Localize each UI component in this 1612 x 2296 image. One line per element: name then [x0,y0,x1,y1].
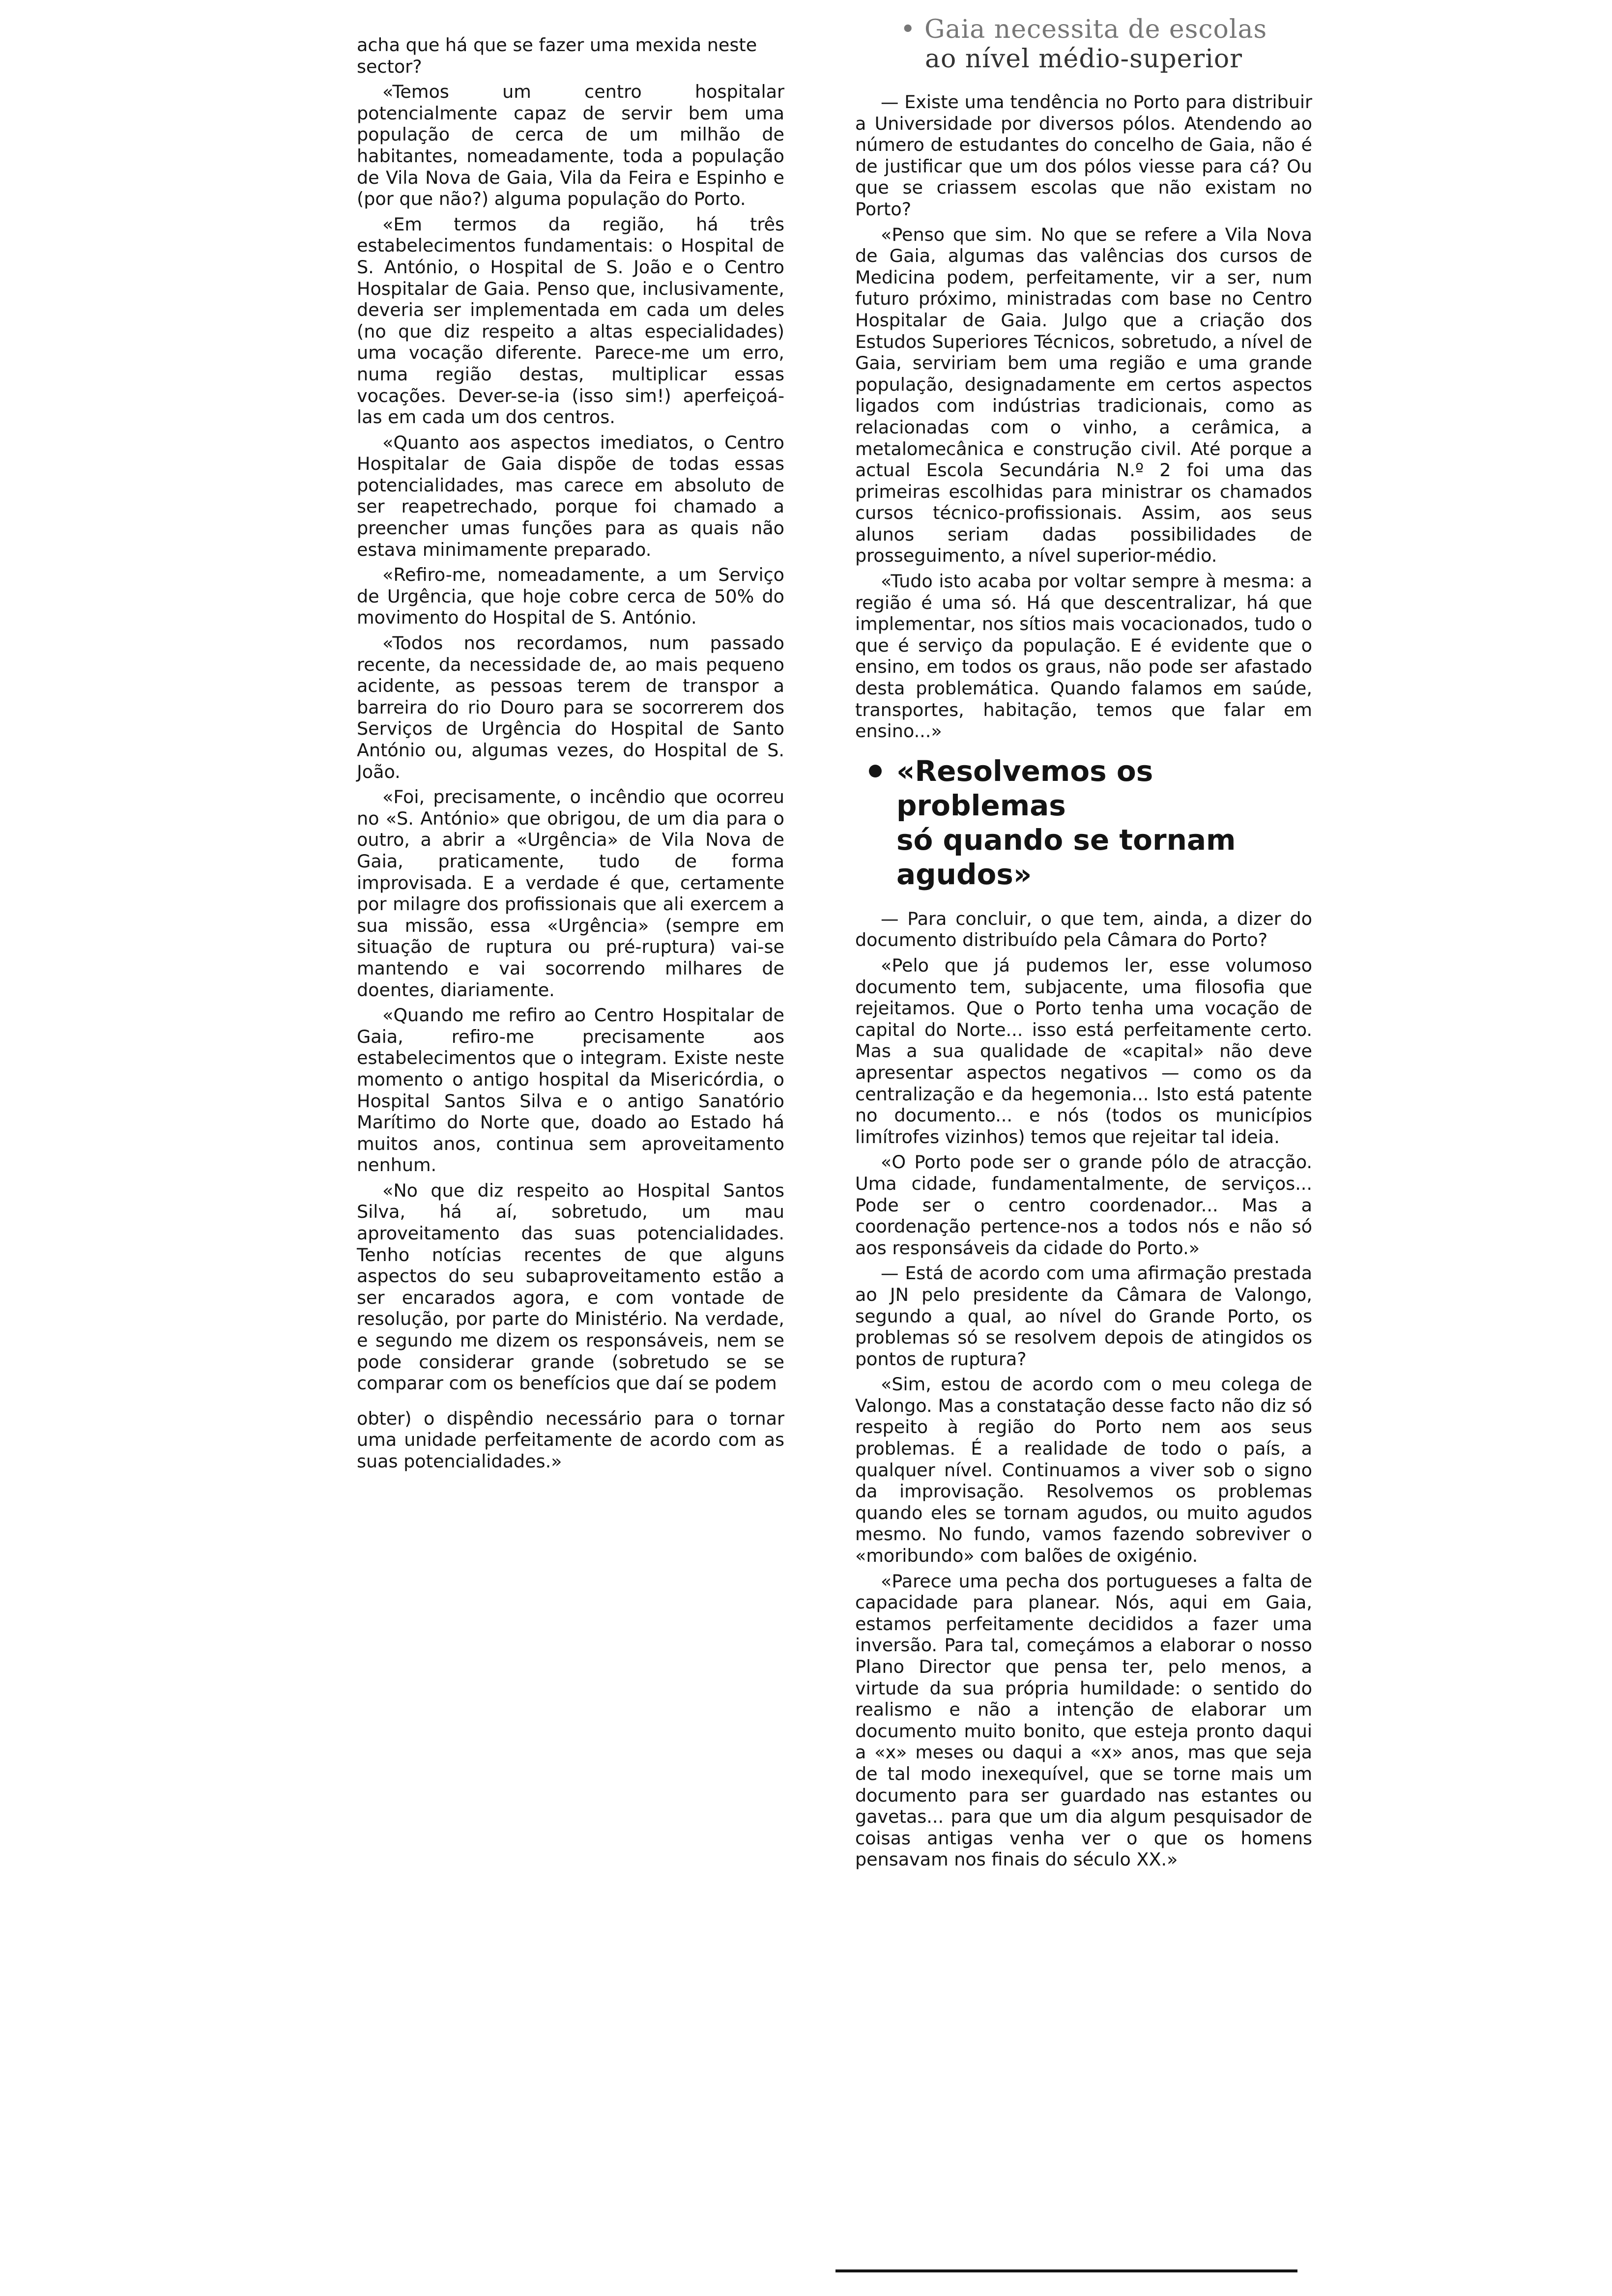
paragraph: — Está de acordo com uma afirmação prestada ao JN pelo presidente da Câmara de Valongo, segundo a qual, ao nível do Grande Porto, os problemas só se resolvem depois de atingidos os pontos de ruptura? [855,1263,1312,1370]
paragraph: «Refiro-me, nomeadamente, a um Serviço de Urgência, que hoje cobre cerca de 50% do movimento do Hospital de S. António. [357,564,784,629]
paragraph: «Temos um centro hospitalar potencialmente capaz de servir bem uma população de cerca de um milhão de habitantes, nomeadamente, toda a população de Vila Nova de Gaia, Vila da Feira e Espinho e (por que não?) alguma população do Porto. [357,81,784,210]
section-heading-problems [869,754,1312,891]
heading-line: só quando se tornam [896,823,1236,857]
paragraph: «Parece uma pecha dos portugueses a falta de capacidade para planear. Nós, aqui em Gaia, estamos perfeitamente decididos a fazer uma inversão. Para tal, começámos a elaborar o nosso Plano Director que pensa ter, pelo menos, a virtude da sua própria humildade: o sentido do realismo e não a intenção de elaborar um documento muito bonito, que esteja pronto daqui a «x» meses ou daqui a «x» anos, mas que seja de tal modo inexequível, que se torne mais um documento para ser guardado nas estantes ou gavetas... para que um dia algum pesquisador de coisas antigas venha ver o que os homens pensavam nos finais do século XX.» [855,1570,1312,1870]
section-heading-schools [855,15,1312,74]
paragraph: «Todos nos recordamos, num passado recente, da necessidade de, ao mais pequeno acidente, as pessoas terem de transpor a barreira do rio Douro para se socorrerem dos Serviços de Urgência do Hospital de Santo António ou, algumas vezes, do Hospital de S. João. [357,632,784,782]
heading-line: agudos» [896,857,1032,891]
bullet-icon [869,765,882,777]
paragraph: obter) o dispêndio necessário para o tornar uma unidade perfeitamente de acordo com as suas potencialidades.» [357,1407,784,1472]
paragraph: «Penso que sim. No que se refere a Vila Nova de Gaia, algumas das valências dos cursos de Medicina podem, perfeitamente, vir a ser, num futuro próximo, ministradas com base no Centro Hospitalar de Gaia. Julgo que a criação dos Estudos Superiores Técnicos, sobretudo, a nível de Gaia, serviriam bem uma região e uma grande população, designadamente em certos aspectos ligados com indústrias tradicionais, como as relacionadas com o vinho, a cerâmica, a metalomecânica e construção civil. Até porque a actual Escola Secundária N.º 2 foi uma das primeiras escolhidas para ministrar os chamados cursos técnico-profissionais. Assim, aos seus alunos seriam dadas possibilidades de prosseguimento, a nível superior-médio. [855,224,1312,567]
paragraph: «O Porto pode ser o grande pólo de atracção. Uma cidade, fundamentalmente, de serviços... Pode ser o centro coordenador... Mas a coordenação pertence-nos a todos nós e não só aos responsáveis da cidade do Porto.» [855,1151,1312,1259]
heading-line: «Resolvemos os problemas [896,754,1153,822]
article-right-column [855,0,1312,1874]
heading-line: ao nível médio-superior [924,44,1243,74]
paragraph: «Em termos da região, há três estabelecimentos fundamentais: o Hospital de S. António, o Hospital de S. João e o Centro Hospitalar de Gaia. Penso que, inclusivamente, deveria ser implementada em cada um deles (no que diz respeito a altas especialidades) uma vocação diferente. Parece-me um erro, numa região destas, multiplicar essas vocações. Dever-se-ia (isso sim!) aperfeiçoá-las em cada um dos centros. [357,213,784,428]
paragraph: «Quanto aos aspectos imediatos, o Centro Hospitalar de Gaia dispõe de todas essas potencialidades, mas carece em absoluto de ser reapetrechado, porque foi chamado a preencher umas funções para as quais não estava minimamente preparado. [357,431,784,560]
paragraph: «Foi, precisamente, o incêndio que ocorreu no «S. António» que obrigou, de um dia para o outro, a abrir a «Urgência» de Vila Nova de Gaia, praticamente, tudo de forma improvisada. E a verdade é que, certamente por milagre dos profissionais que ali exercem a sua missão, essa «Urgência» (sempre em situação de ruptura ou pré-ruptura) vai-se mantendo e vai socorrendo milhares de doentes, diariamente. [357,786,784,1001]
paragraph: «Sim, estou de acordo com o meu colega de Valongo. Mas a constatação desse facto não diz só respeito à região do Porto nem aos seus problemas. É a realidade de todo o país, a qualquer nível. Continuamos a viver sob o signo da improvisação. Resolvemos os problemas quando eles se tornam agudos, ou muito agudos mesmo. No fundo, vamos fazendo sobreviver o «moribundo» com balões de oxigénio. [855,1374,1312,1567]
bottom-rule [835,2269,1297,2272]
paragraph: acha que há que se fazer uma mexida neste sector? [357,34,757,77]
paragraph: «Tudo isto acaba por voltar sempre à mesma: a região é uma só. Há que descentralizar, há que implementar, nos sítios mais vocacionados, tudo o que é serviço da população. E é evidente que o ensino, em todos os graus, não pode ser afastado desta problemática. Quando falamos em saúde, transportes, habitação, temos que falar em ensino...» [855,571,1312,742]
heading-line: • Gaia necessita de escolas [900,15,1267,44]
article-left-column [357,0,784,1476]
paragraph: — Existe uma tendência no Porto para distribuir a Universidade por diversos pólos. Atendendo ao número de estudantes do concelho de Gaia, não é de justificar que um dos pólos viesse para cá? Ou que se criassem escolas que não existam no Porto? [855,91,1312,220]
paragraph: — Para concluir, o que tem, ainda, a dizer do documento distribuído pela Câmara do Porto? [855,908,1312,951]
paragraph: «Pelo que já pudemos ler, esse volumoso documento tem, subjacente, uma filosofia que rejeitamos. Que o Porto tenha uma vocação de capital do Norte... isso está perfeitamente certo. Mas a sua qualidade de «capital» não deve apresentar aspectos negativos — como os da centralização e da hegemonia... Isto está patente no documento... e nós (todos os municípios limítrofes vizinhos) temos que rejeitar tal ideia. [855,955,1312,1148]
paragraph: «No que diz respeito ao Hospital Santos Silva, há aí, sobretudo, um mau aproveitamento das suas potencialidades. Tenho notícias recentes de que alguns aspectos do seu subaproveitamento estão a ser encarados agora, e com vontade de resolução, por parte do Ministério. Na verdade, e segundo me dizem os responsáveis, nem se pode considerar grande (sobretudo se se comparar com os benefícios que daí se podem [357,1179,784,1394]
paragraph: «Quando me refiro ao Centro Hospitalar de Gaia, refiro-me precisamente aos estabelecimentos que o integram. Existe neste momento o antigo hospital da Misericórdia, o Hospital Santos Silva e o antigo Sanatório Marítimo do Norte que, doado ao Estado há muitos anos, continua sem aproveitamento nenhum. [357,1004,784,1176]
